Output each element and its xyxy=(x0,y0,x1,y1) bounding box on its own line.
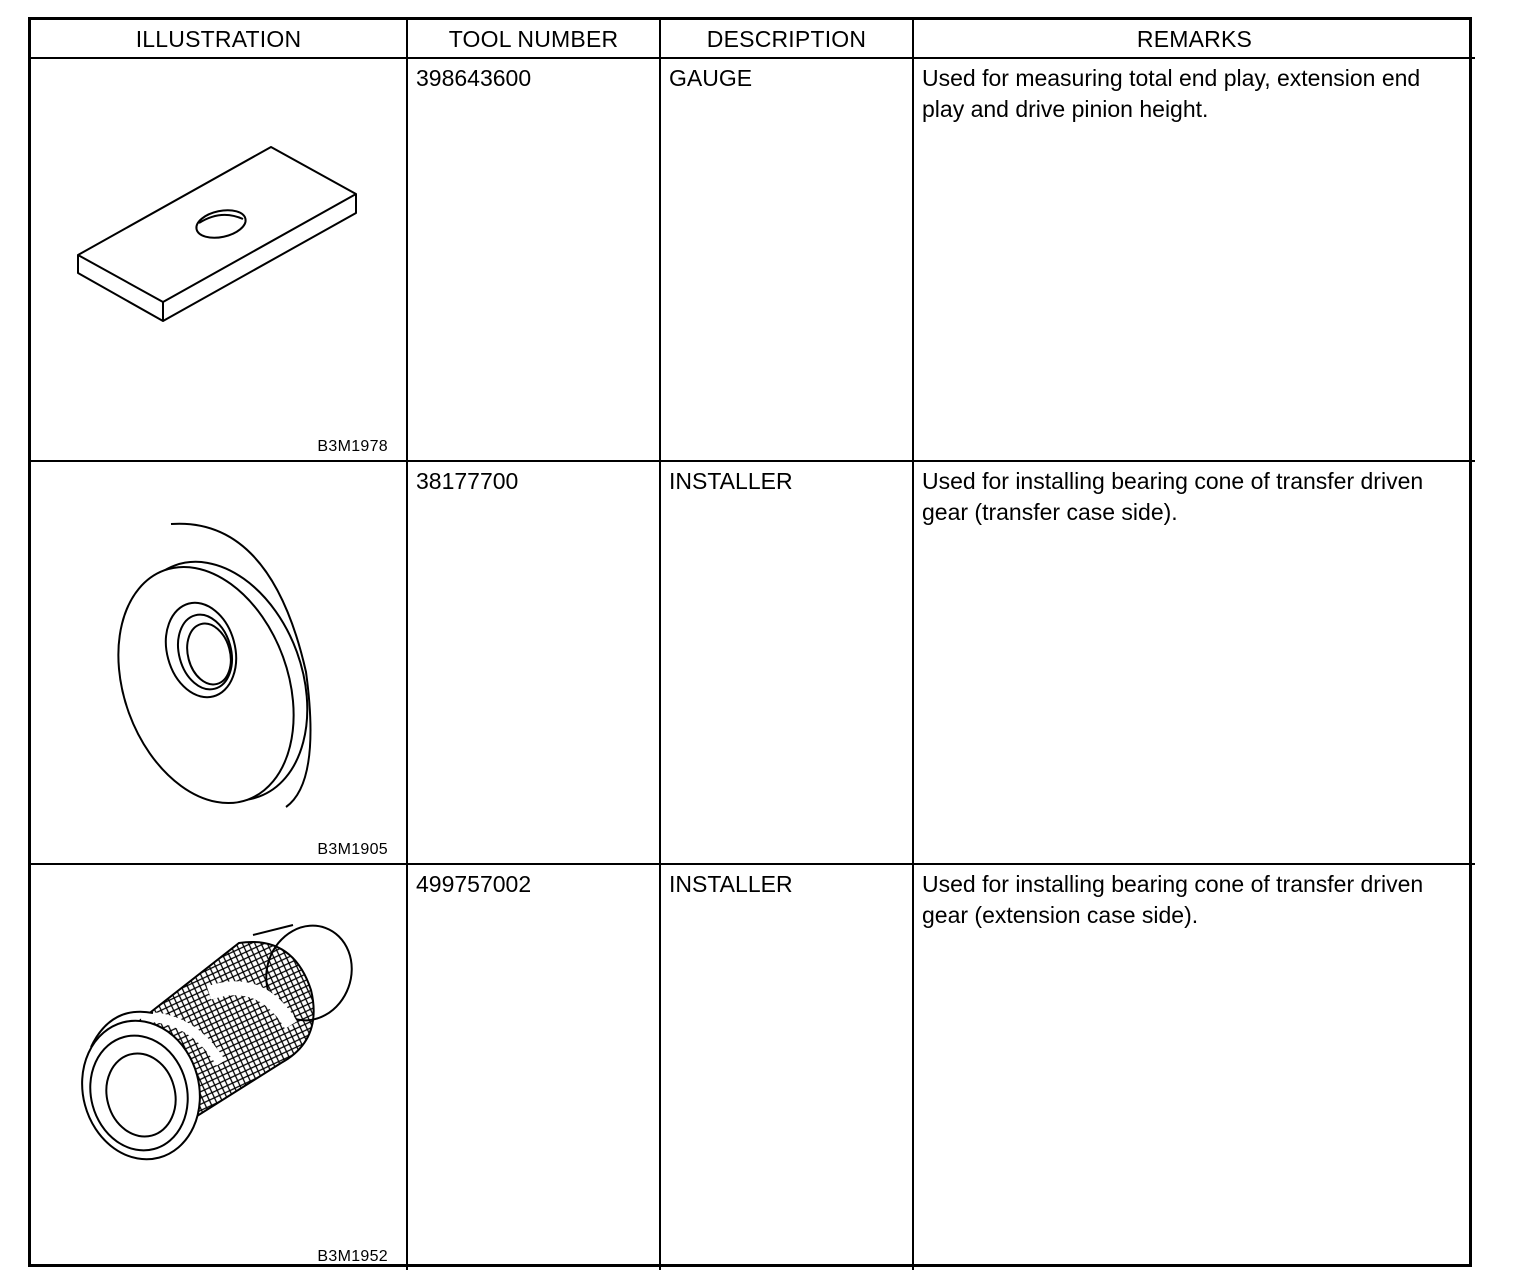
illustration-cell xyxy=(31,59,408,462)
remarks: Used for installing bearing cone of transfer driven gear (transfer case side). xyxy=(914,462,1475,865)
header-description: DESCRIPTION xyxy=(661,20,914,59)
header-remarks: REMARKS xyxy=(914,20,1475,59)
knurled-installer-icon xyxy=(31,865,408,1270)
special-tools-table xyxy=(28,17,1472,1267)
gauge-plate-icon xyxy=(31,59,408,462)
description: INSTALLER xyxy=(661,462,914,865)
figure-code: B3M1952 xyxy=(317,1248,388,1265)
header-tool-number: TOOL NUMBER xyxy=(408,20,661,59)
illustration-cell xyxy=(31,865,408,1270)
tool-number: 398643600 xyxy=(408,59,661,462)
remarks: Used for measuring total end play, extension end play and drive pinion height. xyxy=(914,59,1475,462)
illustration-cell xyxy=(31,462,408,865)
figure-code: B3M1978 xyxy=(317,438,388,455)
header-illustration: ILLUSTRATION xyxy=(31,20,408,59)
tool-number: 38177700 xyxy=(408,462,661,865)
description: INSTALLER xyxy=(661,865,914,1270)
installer-disc-icon xyxy=(31,462,408,865)
tool-number: 499757002 xyxy=(408,865,661,1270)
figure-code: B3M1905 xyxy=(317,841,388,858)
remarks: Used for installing bearing cone of transfer driven gear (extension case side). xyxy=(922,871,1424,928)
description: GAUGE xyxy=(661,59,914,462)
